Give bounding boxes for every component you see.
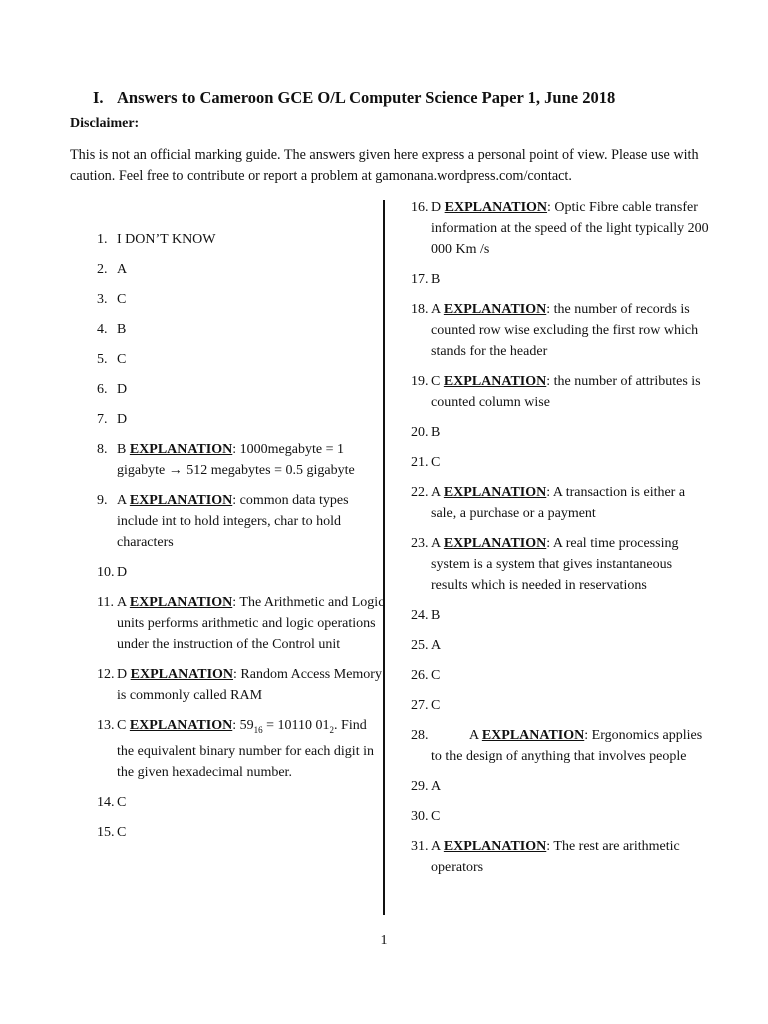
explanation-label: EXPLANATION <box>443 374 547 389</box>
explanation-text: . Find the equivalent binary number for each digit in the given hexadecimal number. <box>117 718 374 780</box>
disclaimer-label: Disclaimer: <box>70 116 140 131</box>
explanation-text: : Optic Fibre cable transfer information at the speed of the light typically 200 000 Km /s <box>431 200 709 257</box>
explanation-label: EXPLANATION <box>443 839 547 854</box>
answer-item <box>0 533 711 596</box>
answer-letter: A <box>431 302 441 317</box>
answer-item <box>0 371 711 413</box>
answer-letter: B <box>431 608 441 623</box>
heading-number: I. <box>93 88 104 107</box>
explanation-label: EXPLANATION <box>129 718 233 733</box>
answer-item <box>0 776 711 797</box>
explanation-text: : 1000megabyte = 1 gigabyte → 512 megabytes = 0.5 gigabyte <box>117 442 355 478</box>
answer-letter: C <box>431 374 441 389</box>
answer-number: 5. <box>97 352 108 367</box>
answer-letter: A <box>117 595 127 610</box>
answer-letter: C <box>431 668 441 683</box>
explanation-label: EXPLANATION <box>443 536 547 551</box>
answer-item <box>0 299 711 362</box>
answer-number: 2. <box>97 262 108 277</box>
answer-number: 26. <box>411 668 429 683</box>
answer-letter: A <box>469 728 479 743</box>
answer-letter: D <box>117 382 128 397</box>
answer-number: 28. <box>411 728 429 743</box>
answer-body <box>431 809 440 824</box>
subscript: 16 <box>253 724 263 735</box>
answer-letter: A <box>431 485 441 500</box>
answer-item <box>0 695 711 716</box>
answer-letter: D <box>431 200 442 215</box>
answer-letter: C <box>117 824 127 840</box>
answer-body <box>431 272 440 287</box>
answer-item <box>0 725 711 767</box>
answer-number: 25. <box>411 638 429 653</box>
answer-letter: C <box>431 698 441 713</box>
answer-item <box>0 605 711 626</box>
explanation-text: = 10110 01 <box>262 718 330 733</box>
answer-letter: I DON’T KNOW <box>117 232 216 247</box>
answer-number: 1. <box>97 232 108 247</box>
answer-letter: D <box>117 412 128 427</box>
answer-number: 7. <box>97 412 108 427</box>
answer-letter: A <box>431 638 442 653</box>
answer-number: 11. <box>97 595 114 610</box>
explanation-label: EXPLANATION <box>129 595 233 610</box>
subscript: 2 <box>329 724 335 735</box>
answer-letter: B <box>117 442 127 457</box>
explanation-text: : A real time processing system is a system that gives instantaneous results which is needed in reservations <box>431 536 679 593</box>
answers-right-column <box>0 197 768 887</box>
answer-number: 4. <box>97 322 108 337</box>
answer-number: 21. <box>411 455 429 470</box>
answer-number: 24. <box>411 608 429 623</box>
answer-letter: B <box>117 322 127 337</box>
answer-number: 8. <box>97 442 108 457</box>
answer-letter: C <box>117 292 127 307</box>
answer-item <box>0 806 711 827</box>
answer-body <box>431 374 701 410</box>
answer-item <box>0 836 711 878</box>
explanation-label: EXPLANATION <box>443 485 547 500</box>
explanation-label: EXPLANATION <box>443 302 547 317</box>
explanation-text: : The rest are arithmetic operators <box>431 839 680 875</box>
answer-number: 10. <box>97 565 115 580</box>
answer-letter: A <box>117 493 127 508</box>
answer-letter: A <box>117 262 128 277</box>
answer-body <box>431 698 440 713</box>
answer-item <box>0 482 711 524</box>
explanation-text: : common data types include int to hold integers, char to hold characters <box>117 493 349 550</box>
explanation-text: : Random Access Memory is commonly called RAM <box>117 667 382 703</box>
answer-number: 13. <box>97 718 115 733</box>
answer-letter: C <box>431 455 441 470</box>
answer-number: 20. <box>411 425 429 440</box>
answer-letter: B <box>431 272 441 287</box>
heading-title: Answers to Cameroon GCE O/L Computer Science Paper 1, June 2018 <box>117 88 616 107</box>
explanation-label: EXPLANATION <box>129 442 233 457</box>
answer-body <box>431 839 680 875</box>
explanation-label: EXPLANATION <box>481 728 585 743</box>
answer-item <box>0 452 711 473</box>
answer-number: 22. <box>411 485 429 500</box>
answer-item <box>0 422 711 443</box>
document-heading <box>93 88 615 108</box>
answer-body <box>431 485 685 521</box>
answer-item <box>0 665 711 686</box>
answer-number: 19. <box>411 374 429 389</box>
answer-number: 31. <box>411 839 429 854</box>
explanation-text: : the number of attributes is counted column wise <box>431 374 701 410</box>
page-number: 1 <box>380 933 388 948</box>
answer-number: 6. <box>97 382 108 397</box>
answer-body <box>431 728 702 764</box>
explanation-text: : the number of records is counted row wise excluding the first row which stands for the header <box>431 302 699 359</box>
answer-item <box>0 635 711 656</box>
answer-letter: C <box>117 794 127 810</box>
answer-body <box>431 638 441 653</box>
answer-body <box>431 668 440 683</box>
answer-body <box>431 779 441 794</box>
explanation-text: : A transaction is either a sale, a purchase or a payment <box>431 485 686 521</box>
answer-letter: A <box>431 779 442 794</box>
answer-number: 17. <box>411 272 429 287</box>
explanation-text: : Ergonomics applies to the design of anything that involves people <box>431 728 703 764</box>
answer-letter: C <box>117 352 127 367</box>
answer-number: 23. <box>411 536 429 551</box>
answer-body <box>431 302 698 359</box>
answer-body <box>431 425 440 440</box>
answer-body <box>431 455 440 470</box>
answer-letter: C <box>117 718 127 733</box>
answer-number: 14. <box>97 794 115 810</box>
answer-body <box>431 536 678 593</box>
answer-number: 3. <box>97 292 108 307</box>
answer-letter: D <box>117 565 128 580</box>
explanation-text: : The Arithmetic and Logic units performs arithmetic and logic operations under the instruction of the Control unit <box>117 595 385 652</box>
explanation-label: EXPLANATION <box>130 667 234 682</box>
answer-number: 30. <box>411 809 429 824</box>
answer-item <box>0 197 711 260</box>
answer-number: 15. <box>97 824 115 840</box>
answer-number: 16. <box>411 200 429 215</box>
explanation-label: EXPLANATION <box>129 493 233 508</box>
explanation-label: EXPLANATION <box>444 200 548 215</box>
answer-letter: C <box>431 809 441 824</box>
answer-number: 27. <box>411 698 429 713</box>
answer-item <box>0 269 711 290</box>
answer-number: 29. <box>411 779 429 794</box>
answer-body <box>431 200 709 257</box>
answer-number: 12. <box>97 667 115 682</box>
explanation-text: : 59 <box>232 718 254 733</box>
answer-letter: B <box>431 425 441 440</box>
answer-letter: D <box>117 667 128 682</box>
answer-number: 18. <box>411 302 429 317</box>
disclaimer-text: This is not an official marking guide. The answers given here express a personal point of view. Please use with caution. Feel free to contribute or report a problem at gamonana.wordpress.com/contact. <box>70 147 699 184</box>
answer-letter: A <box>431 536 441 551</box>
answer-body <box>431 608 440 623</box>
answer-number: 9. <box>97 493 108 508</box>
answer-letter: A <box>431 839 441 854</box>
